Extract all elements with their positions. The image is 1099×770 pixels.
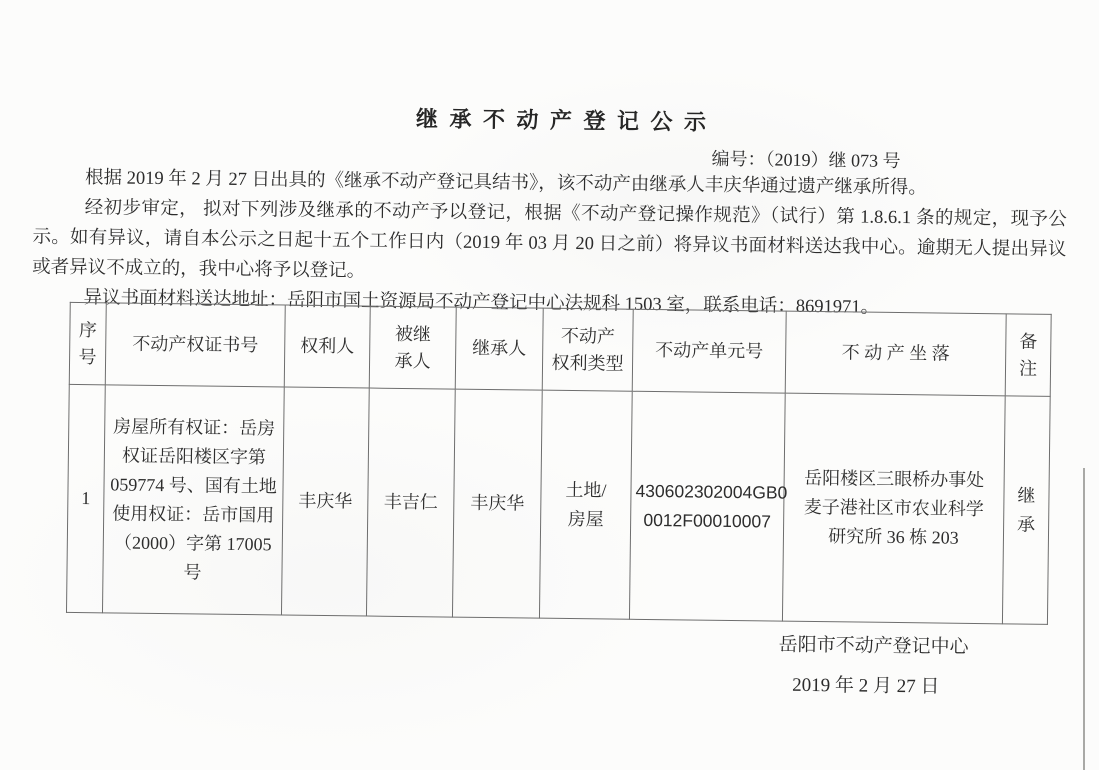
table-row [66,384,1050,624]
document-body [32,162,1068,325]
cell-heir: 丰庆华 [452,389,542,618]
document-number: 编号：（2019）继 073 号 [711,148,901,172]
header-decedent: 被继 承人 [369,306,456,389]
cell-serial-no: 1 [66,384,105,612]
cell-remark: 继 承 [1002,396,1050,625]
cell-decedent: 丰吉仁 [366,388,455,617]
issuing-authority: 岳阳市不动产登记中心 [778,634,969,658]
issue-date: 2019 年 2 月 27 日 [792,674,940,698]
header-right-holder: 权利人 [284,305,370,388]
table-header-row [69,302,1051,396]
document-title: 继 承 不 动 产 登 记 公 示 [415,106,710,135]
body-paragraph-3: 异议书面材料送达地址：岳阳市国土资源局不动产登记中心法规科 1503 室，联系电话：8691971。 [83,288,880,318]
body-paragraph-1: 根据 2019 年 2 月 27 日出具的《继承不动产登记具结书》，该不动产由继承人丰庆华通过遗产继承所得。 [84,168,927,199]
registration-notice-table [66,302,1052,625]
cell-right-type: 土地/ 房屋 [539,390,632,619]
header-location: 不 动 产 坐 落 [785,311,1006,396]
header-heir: 继承人 [455,307,543,390]
body-paragraph-2: 经初步审定， 拟对下列涉及继承的不动产予以登记，根据《不动产登记操作规范》（试行）第 1.8.6.1 条的规定，现予公示。如有异议，请自本公示之日起十五个工作日内（2019 年 03 月 20 日之前）将异议书面材料送达我中心。逾期无人提出异议或者异议不成立的，我中心将予以登记。 [32,198,1067,282]
header-remark: 备 注 [1005,314,1051,397]
scanner-edge-artifact [1083,468,1085,770]
header-unit-no: 不动产单元号 [632,309,786,393]
cell-location: 岳阳楼区三眼桥办事处 麦子港社区市农业科学 研究所 36 栋 203 [782,393,1005,624]
header-certificate-no: 不动产权证书号 [105,303,285,387]
header-serial-no: 序 号 [69,302,106,384]
cell-right-holder: 丰庆华 [281,387,369,616]
cell-certificate-no: 房屋所有权证：岳房 权证岳阳楼区字第 059774 号、国有土地 使用权证：岳市国用 （2000）字第 17005 号 [102,385,284,615]
cell-unit-no: 430602302004GB0 0012F00010007 [629,391,785,621]
header-right-type: 不动产 权利类型 [542,308,633,391]
